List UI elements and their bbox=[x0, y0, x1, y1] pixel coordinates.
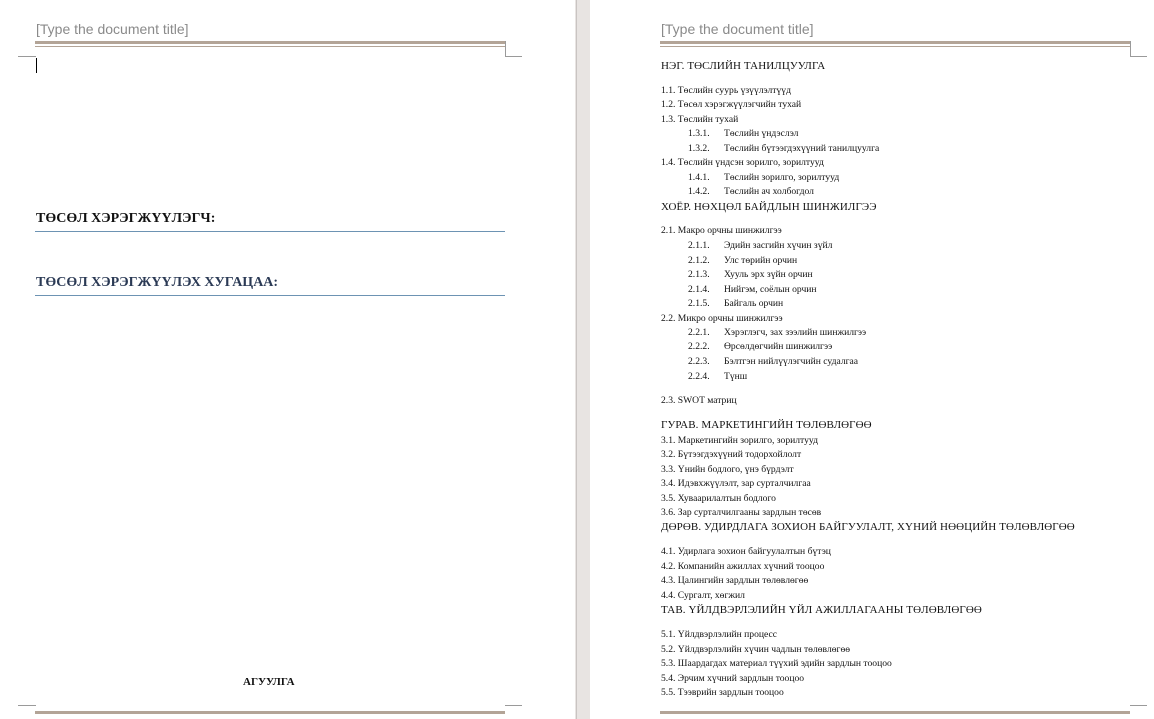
footer-rule bbox=[35, 711, 505, 714]
toc-item-text: ГУРАВ. МАРКЕТИНГИЙН ТӨЛӨВЛӨГӨӨ bbox=[661, 419, 872, 431]
toc-item-number: 2.1.1. bbox=[688, 240, 710, 251]
header-rule bbox=[660, 41, 1130, 44]
toc-item-text: ТАВ. ҮЙЛДВЭРЛЭЛИЙН ҮЙЛ АЖИЛЛАГААНЫ ТӨЛӨВЛӨГӨӨ bbox=[661, 604, 982, 616]
toc-item[interactable] bbox=[661, 464, 794, 475]
toc-item-number: 2.2.3. bbox=[688, 356, 710, 367]
project-duration-heading[interactable]: ТӨСӨЛ ХЭРЭГЖҮҮЛЭХ ХУГАЦАА: bbox=[36, 275, 279, 290]
toc-item-text: 1.2. Төсөл хэрэгжүүлэгчийн тухай bbox=[661, 99, 802, 110]
toc-item-text: 3.3. Үнийн бодлого, үнэ бүрдэлт bbox=[661, 464, 794, 475]
toc-item[interactable] bbox=[661, 449, 801, 460]
toc-item-text: Өрсөлдөгчийн шинжилгээ bbox=[724, 341, 833, 352]
toc-item-text: 3.6. Зар сурталчилгааны зардлын төсөв bbox=[661, 507, 822, 518]
toc-item[interactable] bbox=[688, 298, 783, 309]
toc-item-text: 3.4. Идэвхжүүлэлт, зар сурталчилгаа bbox=[661, 478, 811, 489]
footer-rule bbox=[660, 711, 1130, 714]
toc-item[interactable] bbox=[661, 157, 824, 168]
toc-item-text: 2.2. Микро орчны шинжилгээ bbox=[661, 313, 783, 324]
toc-item-text: 1.1. Төслийн суурь үзүүлэлтүүд bbox=[661, 85, 791, 96]
toc-item[interactable] bbox=[688, 186, 814, 197]
header-title-placeholder[interactable]: [Type the document title] bbox=[36, 21, 189, 37]
toc-item[interactable] bbox=[688, 327, 866, 338]
toc-item-number: 2.1.4. bbox=[688, 284, 710, 295]
heading-underline bbox=[35, 231, 505, 232]
crop-mark bbox=[1130, 705, 1147, 706]
header-title-placeholder[interactable]: [Type the document title] bbox=[661, 21, 814, 37]
toc-item[interactable] bbox=[688, 255, 797, 266]
crop-mark bbox=[1130, 41, 1131, 57]
toc-item-text: 1.3. Төслийн тухай bbox=[661, 114, 739, 125]
toc-item-text: ХОЁР. НӨХЦӨЛ БАЙДЛЫН ШИНЖИЛГЭЭ bbox=[661, 201, 877, 213]
toc-item[interactable] bbox=[688, 143, 879, 154]
toc-item[interactable] bbox=[661, 435, 818, 446]
toc-item-text: 3.2. Бүтээгдэхүүний тодорхойлолт bbox=[661, 449, 802, 460]
toc-item-text: НЭГ. ТӨСЛИЙН ТАНИЛЦУУЛГА bbox=[661, 60, 826, 72]
toc-item-text: 4.1. Удирлага зохион байгуулалтын бүтэц bbox=[661, 546, 831, 557]
toc-item[interactable] bbox=[661, 546, 831, 557]
crop-mark bbox=[505, 705, 522, 706]
toc-item-number: 2.2.2. bbox=[688, 341, 710, 352]
toc-item-text: Хууль эрх зүйн орчин bbox=[724, 269, 813, 280]
crop-mark bbox=[18, 705, 36, 706]
header-rule-thin bbox=[35, 46, 505, 47]
toc-item-text: 3.5. Хуваарилалтын бодлого bbox=[661, 493, 776, 504]
crop-mark bbox=[505, 56, 522, 57]
toc-item[interactable] bbox=[661, 225, 782, 236]
toc-item-number: 1.4.1. bbox=[688, 172, 710, 183]
toc-item-text: 2.1. Макро орчны шинжилгээ bbox=[661, 225, 782, 236]
toc-item-text: 5.5. Тээврийн зардлын тооцоо bbox=[661, 687, 784, 698]
toc-section[interactable] bbox=[661, 201, 877, 213]
header-rule bbox=[35, 41, 505, 44]
project-implementer-heading[interactable]: ТӨСӨЛ ХЭРЭГЖҮҮЛЭГЧ: bbox=[36, 211, 216, 226]
toc-item-text: Нийгэм, соёлын орчин bbox=[724, 284, 817, 295]
toc-item[interactable] bbox=[688, 371, 747, 382]
toc-item-number: 1.3.2. bbox=[688, 143, 710, 154]
crop-mark bbox=[505, 41, 506, 57]
toc-item-text: 1.4. Төслийн үндсэн зорилго, зорилтууд bbox=[661, 157, 824, 168]
toc-item-text: Төслийн зорилго, зорилтууд bbox=[724, 172, 840, 183]
toc-item[interactable] bbox=[688, 284, 817, 295]
toc-section[interactable] bbox=[661, 419, 872, 431]
toc-item[interactable] bbox=[661, 673, 804, 684]
toc-item[interactable] bbox=[661, 644, 850, 655]
toc-item[interactable] bbox=[688, 356, 858, 367]
toc-item[interactable] bbox=[661, 507, 821, 518]
toc-item-number: 1.4.2. bbox=[688, 186, 710, 197]
toc-item-text: 3.1. Маркетингийн зорилго, зорилтууд bbox=[661, 435, 818, 446]
toc-item-text: 5.3. Шаардагдах материал түүхий эдийн зардлын тооцоо bbox=[661, 658, 892, 669]
toc-item-text: 5.2. Үйлдвэрлэлийн хүчин чадлын төлөвлөгөө bbox=[661, 644, 851, 655]
toc-item[interactable] bbox=[688, 269, 813, 280]
toc-item[interactable] bbox=[661, 590, 745, 601]
toc-item-text: Эдийн засгийн хүчин зүйл bbox=[724, 240, 833, 251]
toc-item-text: 4.4. Сургалт, хөгжил bbox=[661, 590, 745, 601]
toc-item[interactable] bbox=[688, 172, 839, 183]
toc-item-text: Хэрэглэгч, зах зээлийн шинжилгээ bbox=[724, 327, 867, 338]
toc-item[interactable] bbox=[661, 313, 783, 324]
toc-item[interactable] bbox=[661, 561, 824, 572]
toc-item-text: Бэлтгэн нийлүүлэгчийн судалгаа bbox=[724, 356, 859, 367]
toc-section[interactable] bbox=[661, 60, 825, 72]
toc-item-text: Байгаль орчин bbox=[724, 298, 784, 309]
toc-item-text: 2.3. SWOT матриц bbox=[661, 395, 737, 406]
crop-mark bbox=[1130, 56, 1147, 57]
toc-item-text: 5.1. Үйлдвэрлэлийн процесс bbox=[661, 629, 778, 640]
toc-item[interactable] bbox=[661, 99, 801, 110]
toc-item-text: Улс төрийн орчин bbox=[724, 255, 798, 266]
toc-item-number: 2.1.3. bbox=[688, 269, 710, 280]
toc-item-text: Төслийн үндэслэл bbox=[724, 128, 799, 139]
toc-item-number: 2.2.1. bbox=[688, 327, 710, 338]
heading-underline bbox=[35, 295, 505, 296]
crop-mark bbox=[18, 56, 36, 57]
toc-item[interactable] bbox=[661, 114, 738, 125]
toc-item[interactable] bbox=[661, 658, 892, 669]
toc-item-text: Төслийн бүтээгдэхүүний танилцуулга bbox=[724, 143, 880, 154]
toc-item-number: 2.2.4. bbox=[688, 371, 710, 382]
toc-item[interactable] bbox=[661, 575, 808, 586]
toc-item-text: ДӨРӨВ. УДИРДЛАГА ЗОХИОН БАЙГУУЛАЛТ, ХҮНИЙ НӨӨЦИЙН ТӨЛӨВЛӨГӨӨ bbox=[661, 521, 1075, 533]
toc-item[interactable] bbox=[688, 128, 798, 139]
toc-item-text: 4.2. Компанийн ажиллах хүчний тооцоо bbox=[661, 561, 825, 572]
toc-item[interactable] bbox=[661, 629, 777, 640]
toc-item[interactable] bbox=[688, 341, 832, 352]
toc-item[interactable] bbox=[661, 478, 811, 489]
header-rule-thin bbox=[660, 46, 1130, 47]
toc-item[interactable] bbox=[661, 493, 776, 504]
toc-item-number: 2.1.2. bbox=[688, 255, 710, 266]
text-cursor bbox=[36, 58, 37, 73]
toc-item[interactable] bbox=[661, 395, 737, 406]
toc-item[interactable] bbox=[688, 240, 832, 251]
toc-item-number: 1.3.1. bbox=[688, 128, 710, 139]
toc-item[interactable] bbox=[661, 85, 791, 96]
contents-label[interactable]: АГУУЛГА bbox=[243, 676, 295, 688]
document-page-left[interactable] bbox=[0, 0, 575, 719]
toc-section[interactable] bbox=[661, 521, 1075, 533]
toc-item-text: 4.3. Цалингийн зардлын төлөвлөгөө bbox=[661, 575, 809, 586]
toc-item[interactable] bbox=[661, 687, 784, 698]
toc-item-number: 2.1.5. bbox=[688, 298, 710, 309]
toc-item-text: 5.4. Эрчим хүчний зардлын тооцоо bbox=[661, 673, 805, 684]
toc-section[interactable] bbox=[661, 604, 982, 616]
toc-item-text: Төслийн ач холбогдол bbox=[724, 186, 814, 197]
toc-item-text: Түнш bbox=[724, 371, 748, 382]
page-divider bbox=[576, 0, 577, 719]
